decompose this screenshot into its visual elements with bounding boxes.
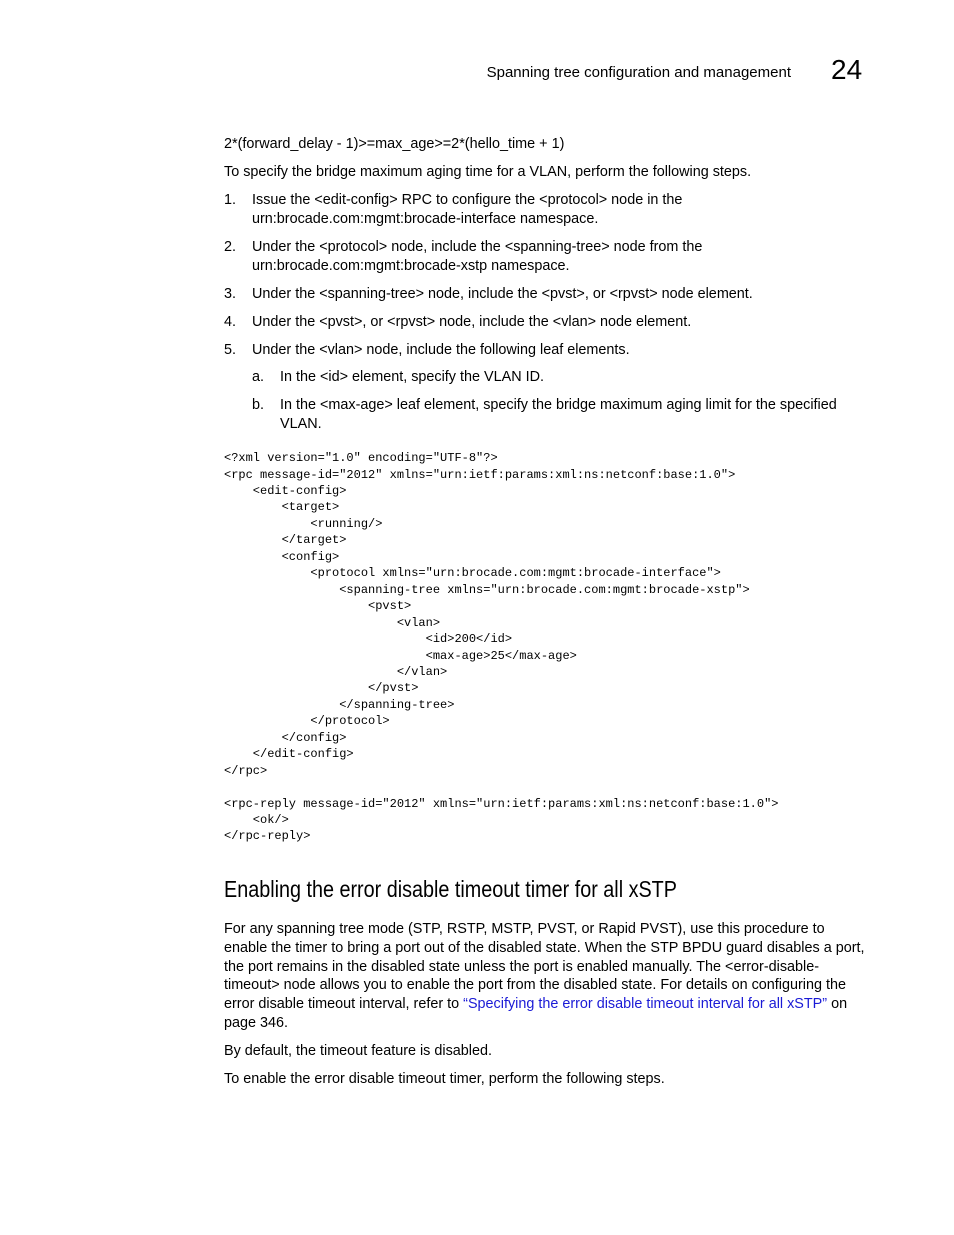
step-text: Under the <spanning-tree> node, include the <pvst>, or <rpvst> node element.	[252, 285, 753, 302]
step-item	[224, 341, 869, 360]
steps-intro-paragraph: To enable the error disable timeout timer, perform the following steps.	[224, 1070, 665, 1087]
paragraph-text: For any spanning tree mode (STP, RSTP, MSTP, PVST, or Rapid PVST), use this procedure to enable the timer to bring a port out of the disabled state. When the STP BPDU guard disables a port, the port remains in the disabled state unless the port is enabled manually. The <error-disable-timeout> node allows you to enable the port from the disabled state. For details on configuring the error disable timeout interval, refer to	[224, 920, 865, 1013]
substep-letter: a.	[252, 369, 265, 386]
cross-reference-link[interactable]: “Specifying the error disable timeout interval for all xSTP”	[463, 996, 828, 1013]
step-number: 4.	[224, 313, 237, 330]
step-number: 5.	[224, 341, 237, 358]
section-heading: Enabling the error disable timeout timer for all xSTP	[224, 875, 677, 902]
page-content	[224, 135, 869, 1098]
substep-item	[252, 396, 869, 434]
step-item	[224, 238, 869, 276]
running-header-title: Spanning tree configuration and management	[486, 64, 791, 81]
substep-text: In the <id> element, specify the VLAN ID.	[280, 369, 544, 386]
step-text: Under the <pvst>, or <rpvst> node, include the <vlan> node element.	[252, 313, 692, 330]
step-number: 3.	[224, 285, 237, 302]
step-item	[224, 313, 869, 332]
section-paragraph	[224, 920, 869, 1033]
step-number: 2.	[224, 238, 237, 255]
step-item	[224, 285, 869, 304]
chapter-number: 24	[831, 54, 863, 85]
step-item	[224, 191, 869, 229]
step-text: Issue the <edit-config> RPC to configure the <protocol> node in the urn:brocade.com:mgmt:brocade-interface namespace.	[252, 191, 683, 227]
paragraph-text: on page 346.	[224, 996, 848, 1031]
default-note-paragraph: By default, the timeout feature is disabled.	[224, 1042, 492, 1059]
substep-item	[252, 368, 869, 387]
intro-paragraph: To specify the bridge maximum aging time for a VLAN, perform the following steps.	[224, 163, 752, 180]
xml-code-block: <?xml version="1.0" encoding="UTF-8"?> <rpc message-id="2012" xmlns="urn:ietf:params:xml:ns:netconf:base:1.0"> <edit-config> <target> <running/> </target> <config> <protocol xmlns="urn:brocade.com:mgmt:brocade-interface"> <spanning-tree xmlns="urn:brocade.com:mgmt:brocade-xstp"> <pvst> <vlan> <id>200</id> <max-age>25</max-age> </vlan> </pvst> </spanning-tree> </protocol> </config> </edit-config> </rpc> <rpc-reply message-id="2012" xmlns="urn:ietf:params:xml:ns:netconf:base:1.0"> <ok/> </rpc-reply>	[224, 451, 779, 844]
formula: 2*(forward_delay - 1)>=max_age>=2*(hello_time + 1)	[224, 136, 565, 152]
step-text: Under the <vlan> node, include the following leaf elements.	[252, 341, 630, 358]
substep-letter: b.	[252, 397, 265, 414]
substep-text: In the <max-age> leaf element, specify the bridge maximum aging limit for the specified VLAN.	[280, 397, 837, 433]
step-number: 1.	[224, 191, 237, 208]
step-text: Under the <protocol> node, include the <spanning-tree> node from the urn:brocade.com:mgmt:brocade-xstp namespace.	[252, 238, 703, 274]
